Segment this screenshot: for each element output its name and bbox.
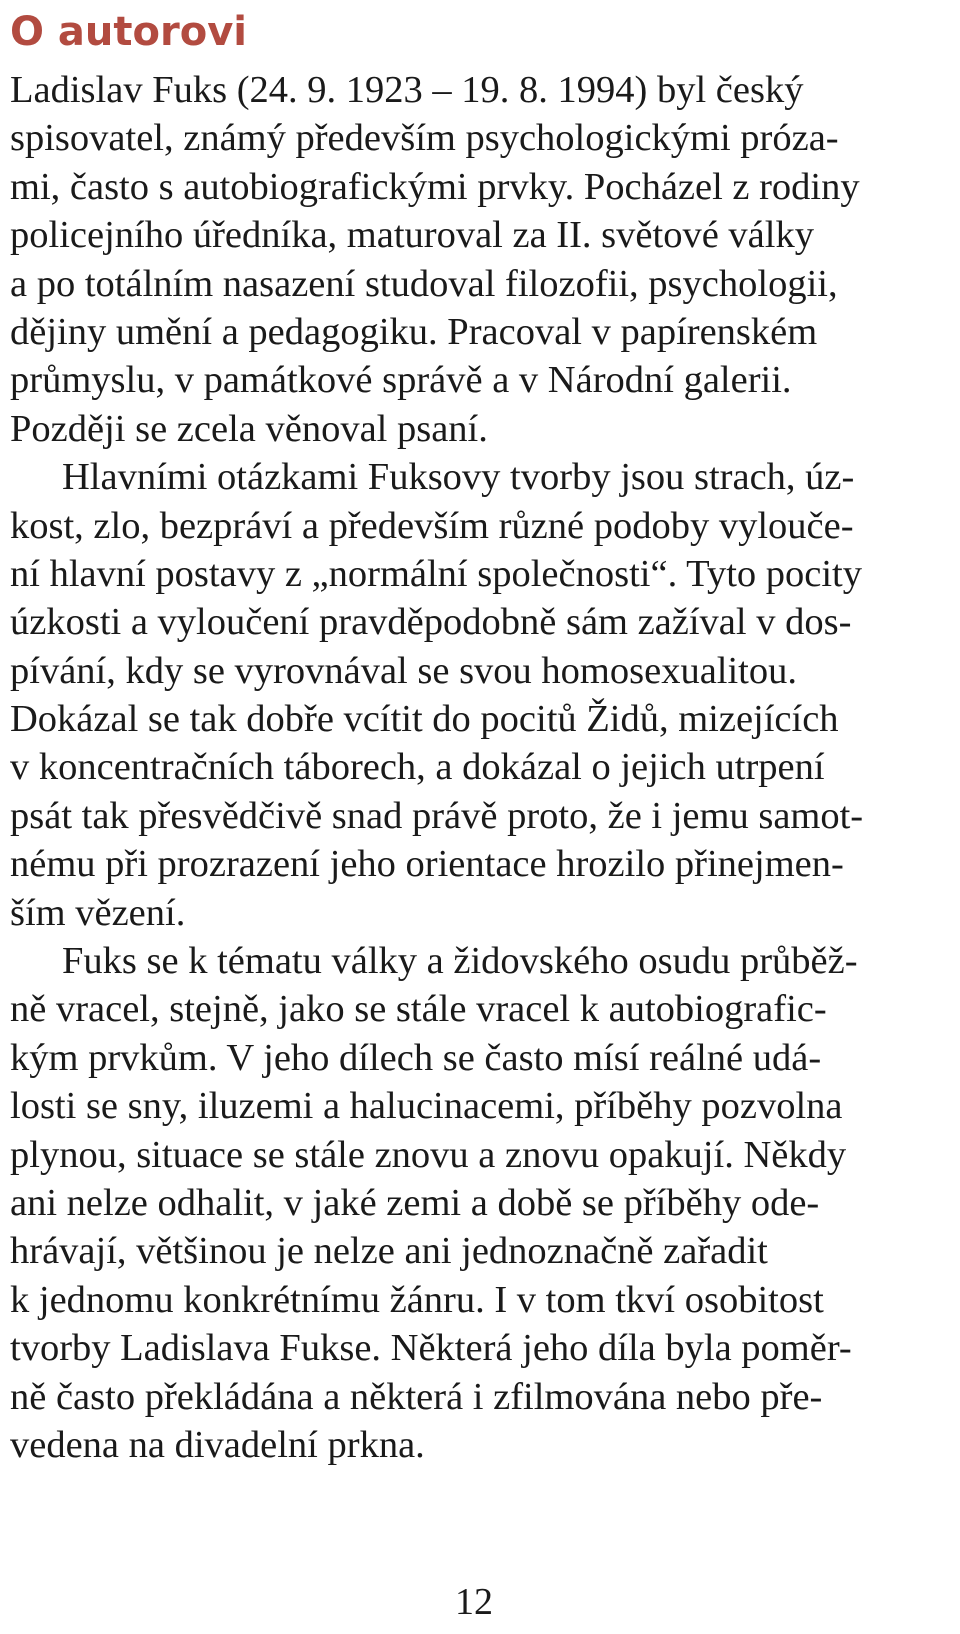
text-line: policejního úředníka, maturoval za II. světové války	[10, 214, 814, 257]
text-line: mi, často s autobiografickými prvky. Pocházel z rodiny	[10, 165, 860, 208]
text-line: Ladislav Fuks (24. 9. 1923 – 19. 8. 1994) byl český	[10, 69, 804, 111]
text-line: průmyslu, v památkové správě a v Národní galerii.	[10, 359, 792, 402]
text-line: losti se sny, iluzemi a halucinacemi, příběhy pozvolna	[10, 1085, 843, 1128]
text-line: nému při prozrazení jeho orientace hrozilo přinejmen-	[10, 843, 844, 886]
body-text	[10, 66, 960, 1469]
text-line: hrávají, většinou je nelze ani jednoznačně zařadit	[10, 1230, 768, 1273]
text-line: Dokázal se tak dobře vcítit do pocitů Židů, mizejících	[10, 698, 839, 741]
text-line: ším vězení.	[10, 891, 186, 934]
text-line: k jednomu konkrétnímu žánru. I v tom tkví osobitost	[10, 1278, 824, 1321]
text-line: Fuks se k tématu války a židovského osudu průběž-	[62, 940, 858, 983]
text-line: Později se zcela věnoval psaní.	[10, 407, 488, 450]
text-line: psát tak přesvědčivě snad právě proto, že i jemu samot-	[10, 794, 864, 837]
page-number: 12	[455, 1581, 493, 1623]
text-line: dějiny umění a pedagogiku. Pracoval v papírenském	[10, 310, 818, 353]
text-line: ani nelze odhalit, v jaké zemi a době se příběhy ode-	[10, 1181, 820, 1224]
text-line: a po totálním nasazení studoval filozofii, psychologii,	[10, 262, 838, 305]
text-line: v koncentračních táborech, a dokázal o jejich utrpení	[10, 746, 825, 789]
text-line: vedena na divadelní prkna.	[10, 1423, 425, 1466]
text-line: ně vracel, stejně, jako se stále vracel k autobiografic-	[10, 988, 827, 1031]
text-line: kým prvkům. V jeho dílech se často mísí reálné udá-	[10, 1036, 822, 1079]
text-line: plynou, situace se stále znovu a znovu opakují. Někdy	[10, 1133, 847, 1176]
text-line: kost, zlo, bezpráví a především různé podoby vylouče-	[10, 504, 854, 547]
text-line: tvorby Ladislava Fukse. Některá jeho díla byla poměr-	[10, 1327, 852, 1370]
text-line: ně často překládána a některá i zfilmována nebo pře-	[10, 1375, 823, 1418]
text-line: spisovatel, známý především psychologickými próza-	[10, 117, 839, 160]
section-heading: O autorovi	[10, 9, 247, 55]
text-line: Hlavními otázkami Fuksovy tvorby jsou strach, úz-	[62, 456, 855, 499]
text-line: ní hlavní postavy z „normální společnosti“. Tyto pocity	[10, 552, 863, 595]
text-line: úzkosti a vyloučení pravděpodobně sám zažíval v dos-	[10, 601, 852, 644]
text-line: pívání, kdy se vyrovnával se svou homosexualitou.	[10, 649, 797, 692]
